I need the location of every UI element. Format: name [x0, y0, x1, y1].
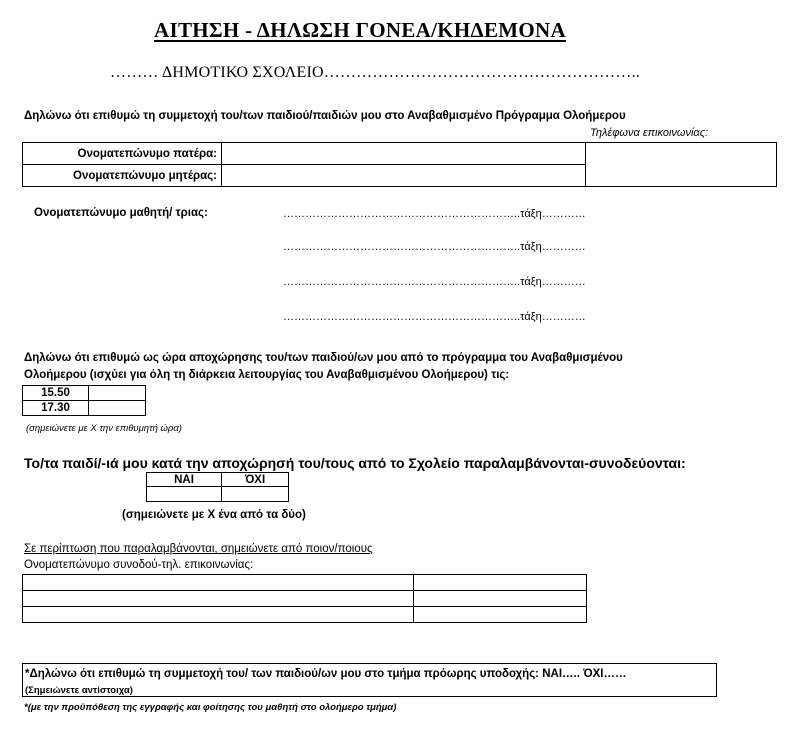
time-check-1550[interactable] — [89, 386, 146, 401]
time-option-1730: 17.30 — [23, 401, 89, 416]
early-reception-note: (Σημειώνετε αντίστοιχα) — [25, 685, 133, 696]
pickup-yes-label: ΝΑΙ — [147, 473, 222, 487]
student-name-line[interactable]: ………………………………………………………..τάξη………… — [283, 208, 586, 220]
form-title: ΑΙΤΗΣΗ - ΔΗΛΩΣΗ ΓΟΝΕΑ/ΚΗΔΕΜΟΝΑ — [154, 18, 566, 42]
declaration-participation: Δηλώνω ότι επιθυμώ τη συμμετοχή του/των παιδιού/παιδιών μου στο Αναβαθμισμένο Πρόγραμμα Ολοήμερου — [24, 110, 626, 122]
escort-name-field[interactable] — [23, 607, 414, 623]
pickup-no-label: ΌΧΙ — [222, 473, 289, 487]
student-label: Ονοματεπώνυμο μαθητή/ τριας: — [34, 207, 208, 219]
student-name-line[interactable]: ………………………………………………………..τάξη………… — [283, 241, 586, 253]
departure-note: (σημειώνετε με Χ την επιθυμητή ώρα) — [26, 423, 182, 434]
pickup-table — [146, 472, 289, 502]
escort-heading: Σε περίπτωση που παραλαμβάνονται, σημειώνετε από ποιον/ποιους — [24, 543, 373, 555]
footnote: *(με την προϋπόθεση της εγγραφής και φοίτησης του μαθητή στο ολοήμερο τμήμα) — [24, 702, 397, 713]
pickup-note: (σημειώνετε με Χ ένα από τα δύο) — [122, 509, 306, 521]
escort-phone-field[interactable] — [414, 607, 587, 623]
phones-field[interactable] — [586, 143, 777, 187]
early-reception-declaration: *Δηλώνω ότι επιθυμώ τη συμμετοχή του/ των παιδιού/ων μου στο τμήμα πρόωρης υποδοχής: ΝΑΙ….. ΌΧΙ…… — [25, 668, 627, 680]
departure-declaration-line2: Ολοήμερου (ισχύει για όλη τη διάρκεια λειτουργίας του Αναβαθμισμένου Ολοήμερου) τις: — [24, 369, 510, 381]
departure-declaration-line1: Δηλώνω ότι επιθυμώ ως ώρα αποχώρησης του/των παιδιού/ων μου από το πρόγραμμα του Αναβαθμισμένου — [24, 352, 623, 364]
escort-label: Ονοματεπώνυμο συνοδού-τηλ. επικοινωνίας: — [24, 559, 254, 571]
departure-times-table — [22, 385, 146, 416]
pickup-yes-check[interactable] — [147, 487, 222, 502]
escort-phone-field[interactable] — [414, 591, 587, 607]
escort-phone-field[interactable] — [414, 575, 587, 591]
pickup-question: Το/τα παιδί/-ιά μου κατά την αποχώρησή του/τους από το Σχολείο παραλαμβάνονται-συνοδεύονται: — [24, 455, 686, 471]
escort-name-field[interactable] — [23, 575, 414, 591]
time-check-1730[interactable] — [89, 401, 146, 416]
student-name-line[interactable]: ………………………………………………………..τάξη………… — [283, 311, 586, 323]
parents-table — [22, 142, 777, 187]
student-name-line[interactable]: ………………………………………………………..τάξη………… — [283, 276, 586, 288]
father-label: Ονοματεπώνυμο πατέρα: — [23, 143, 222, 165]
escort-table — [22, 574, 587, 623]
escort-name-field[interactable] — [23, 591, 414, 607]
mother-name-field[interactable] — [222, 165, 586, 187]
mother-label: Ονοματεπώνυμο μητέρας: — [23, 165, 222, 187]
phones-label: Τηλέφωνα επικοινωνίας: — [590, 127, 709, 139]
time-option-1550: 15.50 — [23, 386, 89, 401]
pickup-no-check[interactable] — [222, 487, 289, 502]
school-name-line: ……… ΔΗΜΟΤΙΚΟ ΣΧΟΛΕΙΟ………………………………………………….. — [110, 64, 640, 81]
father-name-field[interactable] — [222, 143, 586, 165]
